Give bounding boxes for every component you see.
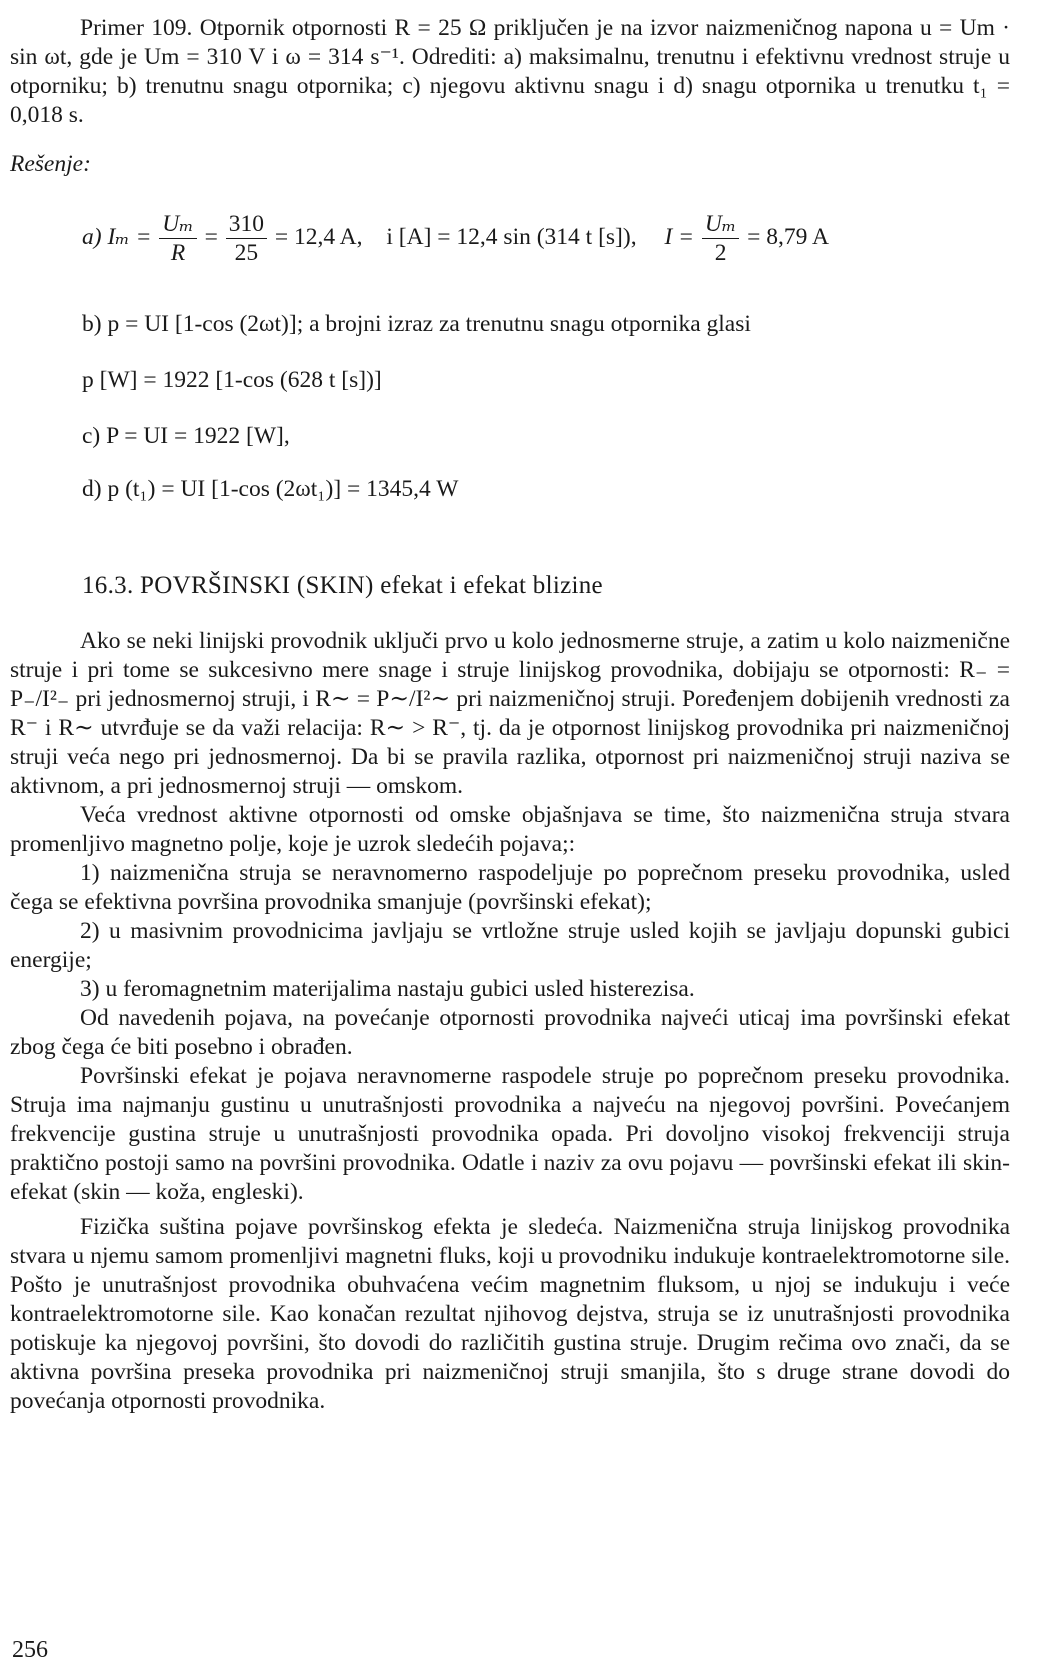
example-block [10, 14, 1010, 130]
list-item: 3) u feromagnetnim materijalima nastaju gubici usled histerezisa. [80, 976, 695, 1002]
fraction-310-over-25 [226, 210, 267, 267]
example-paragraph: Primer 109. Otpornik otpornosti R = 25 Ω priključen je na izvor naizmeničnog napona u = Um · sin ωt, gde je Um = 310 V i ω = 314 s⁻¹. Odrediti: a) maksimalnu, trenutnu i efektivnu vrednost struje u otporniku; b) trenutnu snagu otpornika; c) njegovu aktivnu snagu i d) snagu otpornika u trenutku t₁ = 0,018 s. [10, 15, 1010, 128]
list-item: 2) u masivnim provodnicima javljaju se vrtložne struje usled kojih se javljaju dopunski gubici energije; [10, 918, 1010, 973]
solution-label-block [10, 150, 1010, 179]
fraction-um-over-2 [702, 210, 739, 267]
paragraph: Površinski efekat je pojava neravnomerne raspodele struje po poprečnom preseku provodnika. Struja ima najmanju gustinu u unutrašnjosti provodnika a najveću na njegovoj površini. Povećanjem frekvencije gustina struje u unutrašnjosti provodnika opada. Pri dovoljno visokoj frekvenciji struja praktično postoji samo na površini provodnika. Odatle i naziv za ovu pojavu — površinski efekat ili skin-efekat (skin — koža, engleski). [10, 1063, 1010, 1205]
equation-b: b) p = UI [1-cos (2ωt)]; a brojni izraz za trenutnu snagu otpornika glasi [82, 311, 751, 337]
solution-label: Rešenje: [10, 151, 91, 177]
list-item: 1) naizmenična struja se neravnomerno raspodeljuje po poprečnom preseku provodnika, usled čega se efektivna površina provodnika smanjuje (površinski efekat); [10, 860, 1010, 915]
body-text [10, 627, 1010, 1416]
eq-a-instant: i [A] = 12,4 sin (314 t [s]), [386, 223, 637, 250]
equation-c: c) P = UI = 1922 [W], [82, 423, 290, 449]
eq-a-prefix: a) Iₘ = [82, 223, 152, 250]
fraction-denominator: R [170, 240, 186, 266]
paragraph: Ako se neki linijski provodnik uključi prvo u kolo jednosmerne struje, a zatim u kolo naizmenične struje i pri tome se sukcesivno mere snage i struje linijskog provodnika, dobijaju se otpornosti: R₋ = P₋/I²₋ pri jednosmernoj struji, i R∼ = P∼/I²∼ pri naizmeničnoj struji. Poređenjem dobijenih vrednosti za R⁻ i R∼ utvrđuje se da važi relacija: R∼ > R⁻, tj. da je otpornost linijskog provodnika pri naizmeničnoj struji veća nego pri jednosmernoj. Da bi se pravila razlika, otpornost pri naizmeničnoj struji naziva se aktivnom, a pri jednosmernoj struji — omskom. [10, 628, 1010, 799]
fraction-denominator: 2 [714, 240, 727, 266]
page-number: 256 [12, 1637, 48, 1663]
eq-a-result: = 12,4 A, [274, 223, 363, 250]
section-title: 16.3. POVRŠINSKI (SKIN) efekat i efekat blizine [82, 572, 603, 599]
fraction-um-over-r [159, 210, 196, 267]
fraction-denominator: 25 [234, 240, 259, 266]
fraction-numerator: Uₘ [159, 210, 196, 239]
paragraph: Veća vrednost aktivne otpornosti od omske objašnjava se time, što naizmenična struja stvara promenljivo magnetno polje, koje je uzrok sledećih pojava;: [10, 802, 1010, 857]
fraction-numerator: 310 [226, 210, 267, 239]
eq-a-eff-prefix: I = [664, 223, 695, 250]
equation-d: d) p (t₁) = UI [1-cos (2ωt₁)] = 1345,4 W [82, 476, 459, 502]
paragraph: Od navedenih pojava, na povećanje otpornosti provodnika najveći uticaj ima površinski efekat zbog čega će biti posebno i obrađen. [10, 1005, 1010, 1060]
equation-a [82, 210, 1002, 267]
paragraph: Fizička suština pojave površinskog efekta je sledeća. Naizmenična struja linijskog provodnika stvara u njemu samom promenljivi magnetni fluks, koji u provodniku indukuje kontraelektromotorne sile. Pošto je unutrašnjost provodnika obuhvaćena većim magnetnim fluksom, u njoj se indukuju i veće kontraelektromotorne sile. Kao konačan rezultat njihovog dejstva, struja se iz unutrašnjosti provodnika potiskuje ka njegovoj površini, što dovodi do različitih gustina struje. Drugim rečima ovo znači, da se aktivna površina preseka provodnika pri naizmeničnoj struji smanjila, što s druge strane dovodi do povećanja otpornosti provodnika. [10, 1214, 1010, 1414]
eq-equals: = [204, 223, 218, 250]
equation-b-formula: p [W] = 1922 [1-cos (628 t [s])] [82, 367, 382, 393]
fraction-numerator: Uₘ [702, 210, 739, 239]
eq-a-eff-result: = 8,79 A [747, 223, 829, 250]
